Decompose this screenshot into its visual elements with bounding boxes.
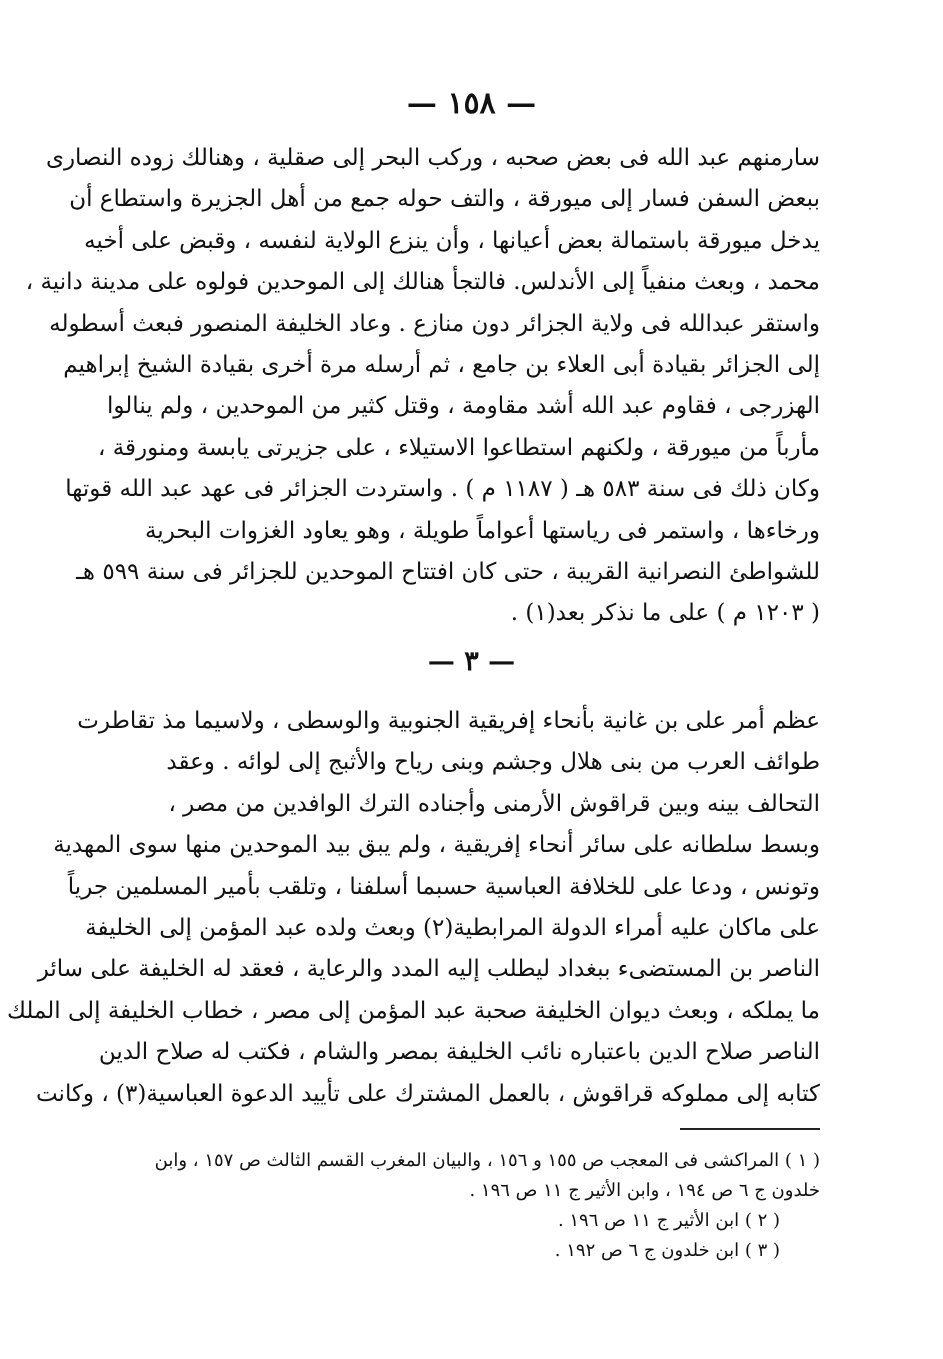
text-line: محمد ، وبعث منفياً إلى الأندلس. فالتجأ هنالك إلى الموحدين فولوه على مدينة دانية ، [25,269,820,296]
footnote-2: ( ٢ ) ابن الأثير ج ١١ ص ١٩٦ . [557,1210,780,1231]
text-line: وتونس ، ودعا على للخلافة العباسية حسبما أسلفنا ، وتلقب بأمير المسلمين جرياً [67,873,820,900]
text-line: وبسط سلطانه على سائر أنحاء إفريقية ، ولم يبق بيد الموحدين منها سوى المهدية [53,832,820,859]
text-line: يدخل ميورقة باستمالة بعض أعيانها ، وأن ينزع الولاية لنفسه ، وقبض على أخيه [84,227,820,254]
text-line: للشواطئ النصرانية القريبة ، حتى كان افتتاح الموحدين للجزائر فى سنة ٥٩٩ هـ [76,559,820,586]
paragraph-2 [6,701,820,1115]
text-line: طوائف العرب من بنى هلال وجشم وبنى رياح والأثبج إلى لوائه . وعقد [166,749,820,776]
section-number: — ٣ — [427,646,516,677]
text-line: ببعض السفن فسار إلى ميورقة ، والتف حوله جمع من أهل الجزيرة واستطاع أن [69,186,820,213]
text-line: الناصر بن المستضىء ببغداد ليطلب إليه المدد والرعاية ، فعقد له الخليفة على سائر [37,956,820,983]
text-line: سارمنهم عبد الله فى بعض صحبه ، وركب البحر إلى صقلية ، وهنالك زوده النصارى [45,145,820,171]
text-line: الناصر صلاح الدين باعتباره نائب الخليفة بمصر والشام ، فكتب له صلاح الدين [98,1039,820,1066]
text-line: ورخاءها ، واستمر فى رياستها أعواماً طويلة ، وهو يعاود الغزوات البحرية [144,517,820,544]
footnote-1-continued: خلدون ج ٦ ص ١٩٤ ، وابن الأثير ج ١١ ص ١٩٦ . [469,1180,820,1201]
text-line: ما يملكه ، وبعث ديوان الخليفة صحبة عبد المؤمن إلى مصر ، خطاب الخليفة إلى الملك [6,997,820,1024]
text-line: كتابه إلى مملوكه قراقوش ، بالعمل المشترك على تأييد الدعوة العباسية(٣) ، وكانت [35,1080,820,1107]
paragraph-1 [25,138,820,635]
text-line: إلى الجزائر بقيادة أبى العلاء بن جامع ، ثم أرسله مرة أخرى بقيادة الشيخ إبراهيم [63,352,820,379]
text-line: ( ١٢٠٣ م ) على ما نذكر بعد(١) . [510,600,820,627]
footnote-divider [680,1128,820,1130]
footnotes [130,1146,820,1266]
text-line: الهزرجى ، فقاوم عبد الله أشد مقاومة ، وقتل كثير من الموحدين ، ولم ينالوا [107,393,820,420]
text-line: واستقر عبدالله فى ولاية الجزائر دون منازع . وعاد الخليفة المنصور فبعث أسطوله [49,310,820,337]
text-line: مأرباً من ميورقة ، ولكنهم استطاعوا الاستيلاء ، على جزيرتى يابسة ومنورقة ، [97,434,820,461]
text-line: على ماكان عليه أمراء الدولة المرابطية(٢) وبعث ولده عبد المؤمن إلى الخليفة [85,915,820,942]
text-line: وكان ذلك فى سنة ٥٨٣ هـ ( ١١٨٧ م ) . واستردت الجزائر فى عهد عبد الله قوتها [65,476,820,503]
text-line: عظم أمر على بن غانية بأنحاء إفريقية الجنوبية والوسطى ، ولاسيما مذ تقاطرت [77,708,820,734]
page-number: — ١٥٨ — [406,86,537,121]
text-line: التحالف بينه وبين قراقوش الأرمنى وأجناده الترك الوافدين من مصر ، [168,790,820,817]
footnote-1: ( ١ ) المراكشى فى المعجب ص ١٥٥ و ١٥٦ ، والبيان المغرب القسم الثالث ص ١٥٧ ، وابن [154,1150,820,1171]
footnote-3: ( ٣ ) ابن خلدون ج ٦ ص ١٩٢ . [554,1240,780,1261]
